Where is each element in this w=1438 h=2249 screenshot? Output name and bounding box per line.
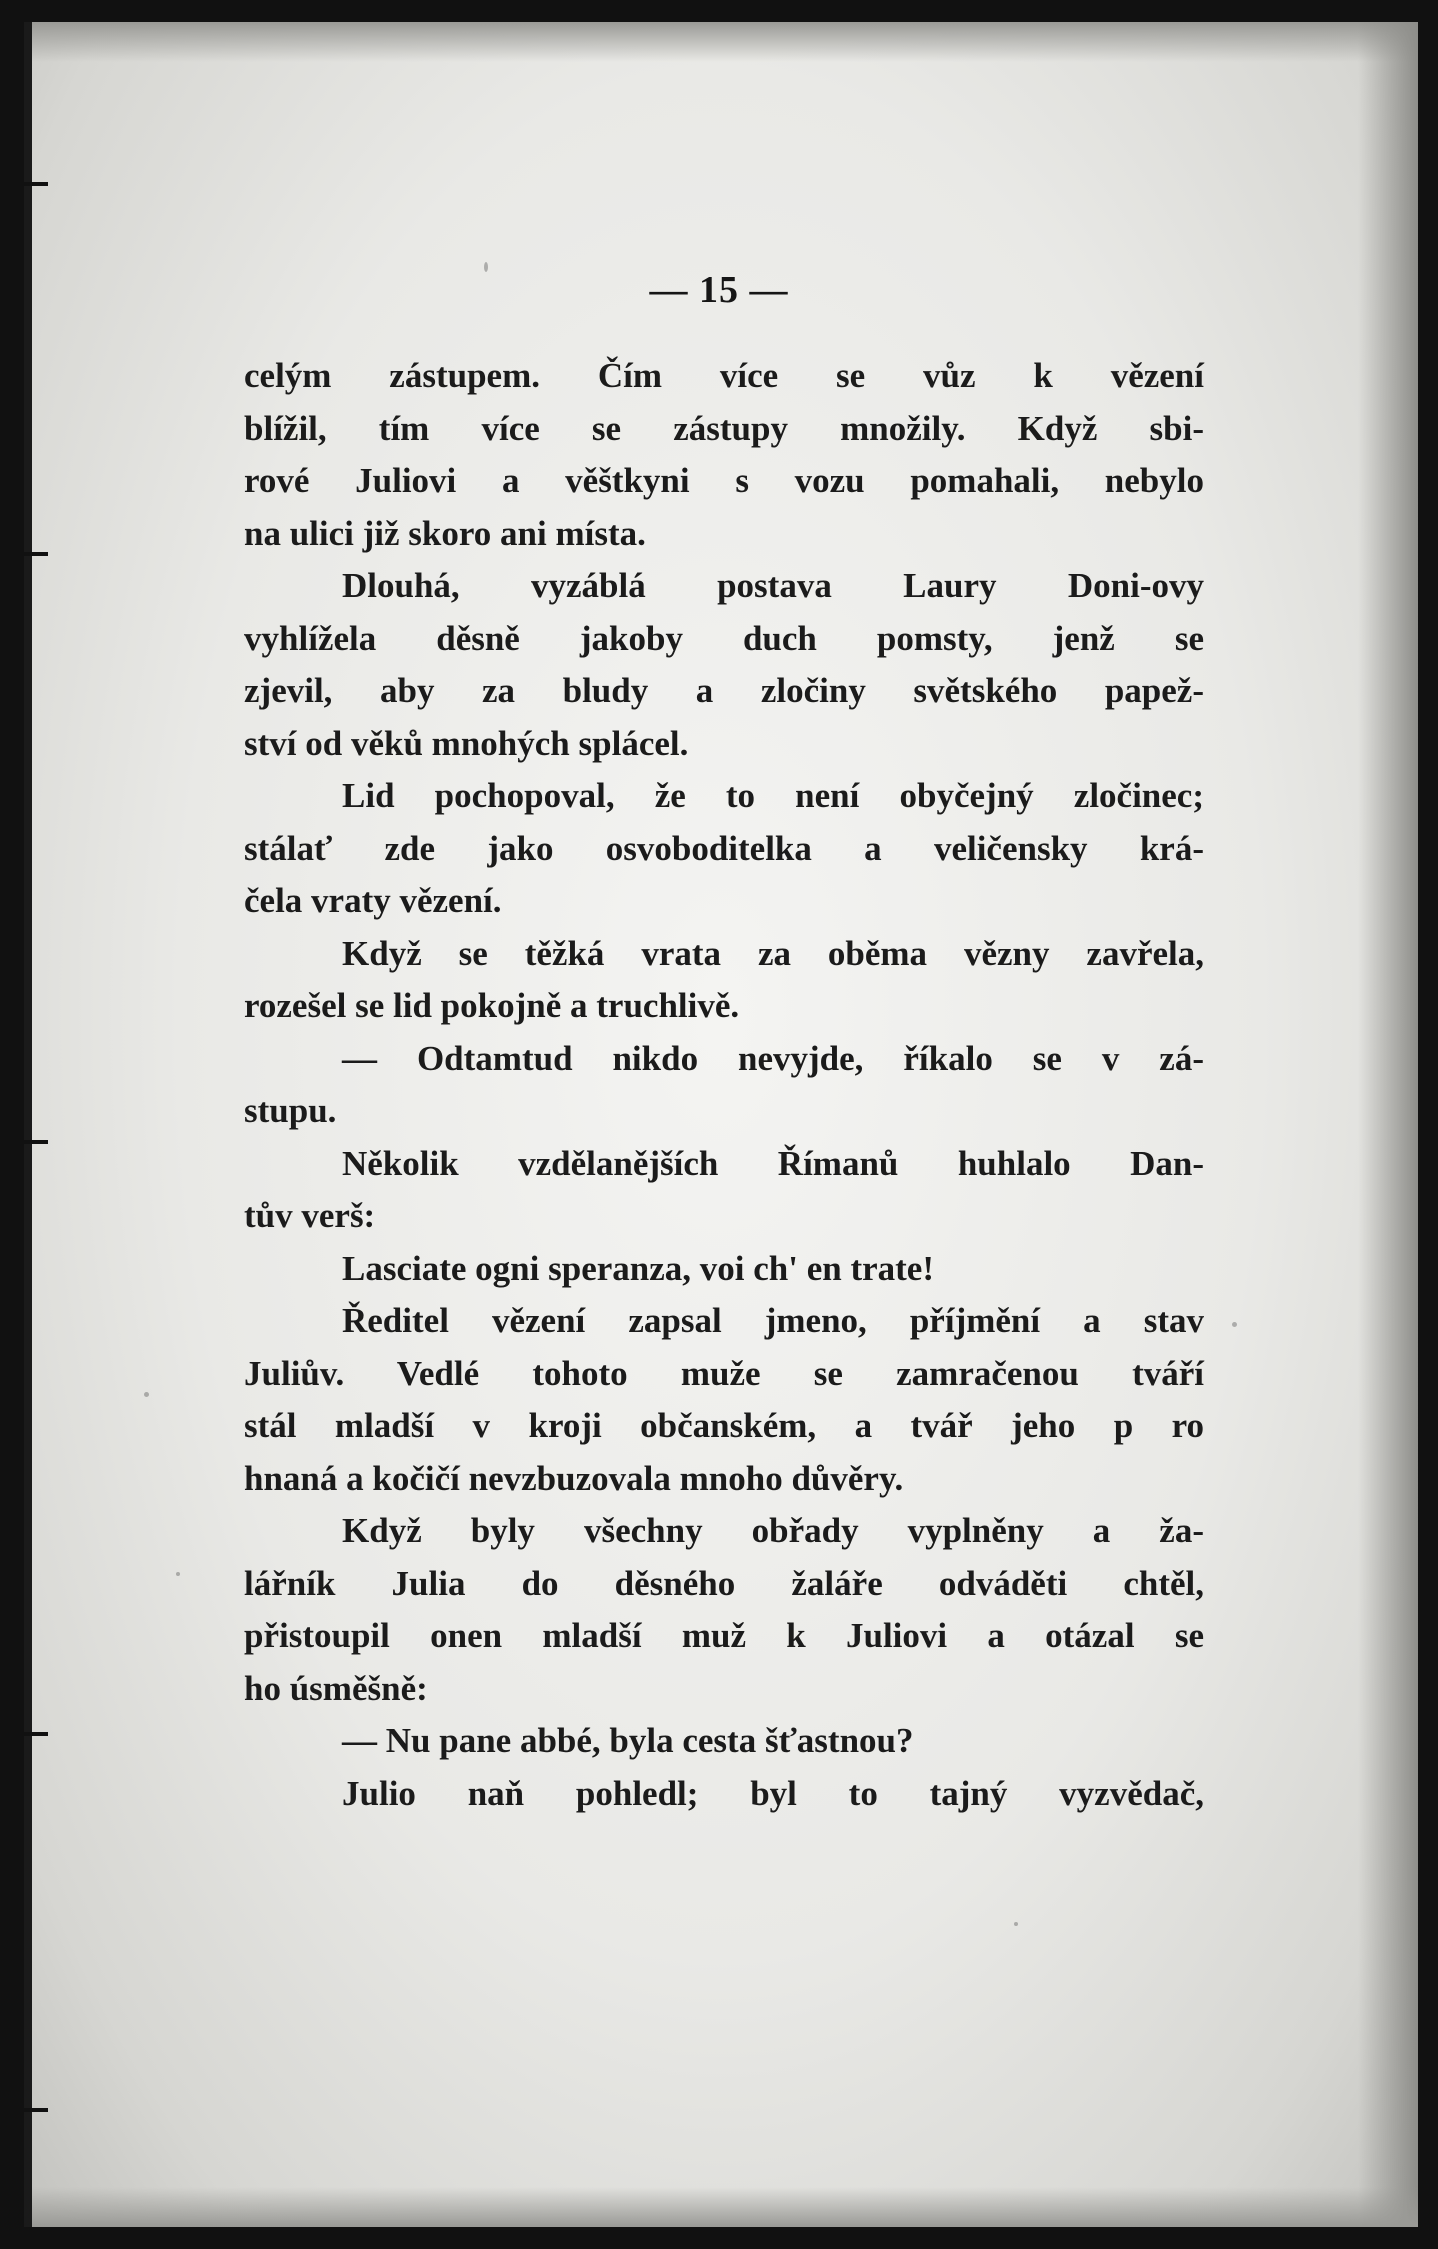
text-line: Ředitel vězení zapsal jmeno, příjmění a stav [342,1301,1204,1340]
text-line: stálať zde jako osvoboditelka a veličensky krá- [244,828,1204,868]
text-line: — Nu pane abbé, byla cesta šťastnou? [342,1721,914,1760]
text-line: Julio naň pohledl; byl to tajný vyzvědač, [342,1773,1204,1813]
quoted-verse: Lasciate ogni speranza, voi ch' en trate! [342,1248,934,1288]
text-line: lářník Julia do děsného žaláře odváděti chtěl, [244,1563,1204,1603]
page-number: — 15 — [649,269,789,311]
text-line: rozešel se lid pokojně a truchlivě. [244,986,740,1025]
text-line: zjevil, aby za bludy a zločiny světského papež- [244,671,1204,710]
binding-stitch [24,182,48,186]
text-line: stál mladší v kroji občanském, a tvář jeho p ro [244,1406,1204,1445]
text-line: Juliův. Vedlé tohoto muže se zamračenou tváří [244,1353,1204,1393]
text-line: stupu. [244,1091,337,1130]
scan-speck [1014,1922,1018,1926]
text-line: Dlouhá, vyzáblá postava Laury Doni-ovy [342,566,1204,605]
binding-stitch [24,552,48,556]
scan-speck [1232,1322,1237,1327]
scan-speck [176,1572,180,1576]
text-line: hnaná a kočičí nevzbuzovala mnoho důvěry. [244,1458,904,1498]
text-line: ství od věků mnohých splácel. [244,723,689,763]
text-line: Když se těžká vrata za oběma vězny zavřela, [342,933,1204,973]
bottom-edge-shadow [24,2187,1418,2227]
text-line: tův verš: [244,1196,376,1235]
binding-stitch [24,1140,48,1144]
text-line: rové Juliovi a věštkyni s vozu pomahali, nebylo [244,461,1204,500]
binding-stitch [24,2108,48,2112]
text-line: Když byly všechny obřady vyplněny a ža- [342,1511,1204,1550]
text-line: ho úsměšně: [244,1668,428,1708]
text-line: čela vraty vězení. [244,881,502,920]
text-line: vyhlížela děsně jakoby duch pomsty, jenž se [244,618,1204,658]
binding-stitch [24,1732,48,1736]
text-line: blížil, tím více se zástupy množily. Když sbi- [244,408,1204,448]
top-edge-shadow [24,22,1418,62]
text-line: — Odtamtud nikdo nevyjde, říkalo se v zá- [342,1038,1204,1078]
text-line: na ulici již skoro ani místa. [244,513,646,553]
text-line: přistoupil onen mladší muž k Juliovi a otázal se [244,1616,1204,1655]
text-line: Několik vzdělanějších Římanů huhlalo Dan- [342,1143,1204,1183]
body-text [244,350,1204,1820]
text-line: Lid pochopoval, že to není obyčejný zločinec; [342,776,1204,815]
book-binding-edge [24,22,32,2227]
right-edge-shadow [1358,22,1418,2227]
text-line: celým zástupem. Čím více se vůz k vězení [244,356,1204,395]
scan-speck [144,1392,149,1397]
